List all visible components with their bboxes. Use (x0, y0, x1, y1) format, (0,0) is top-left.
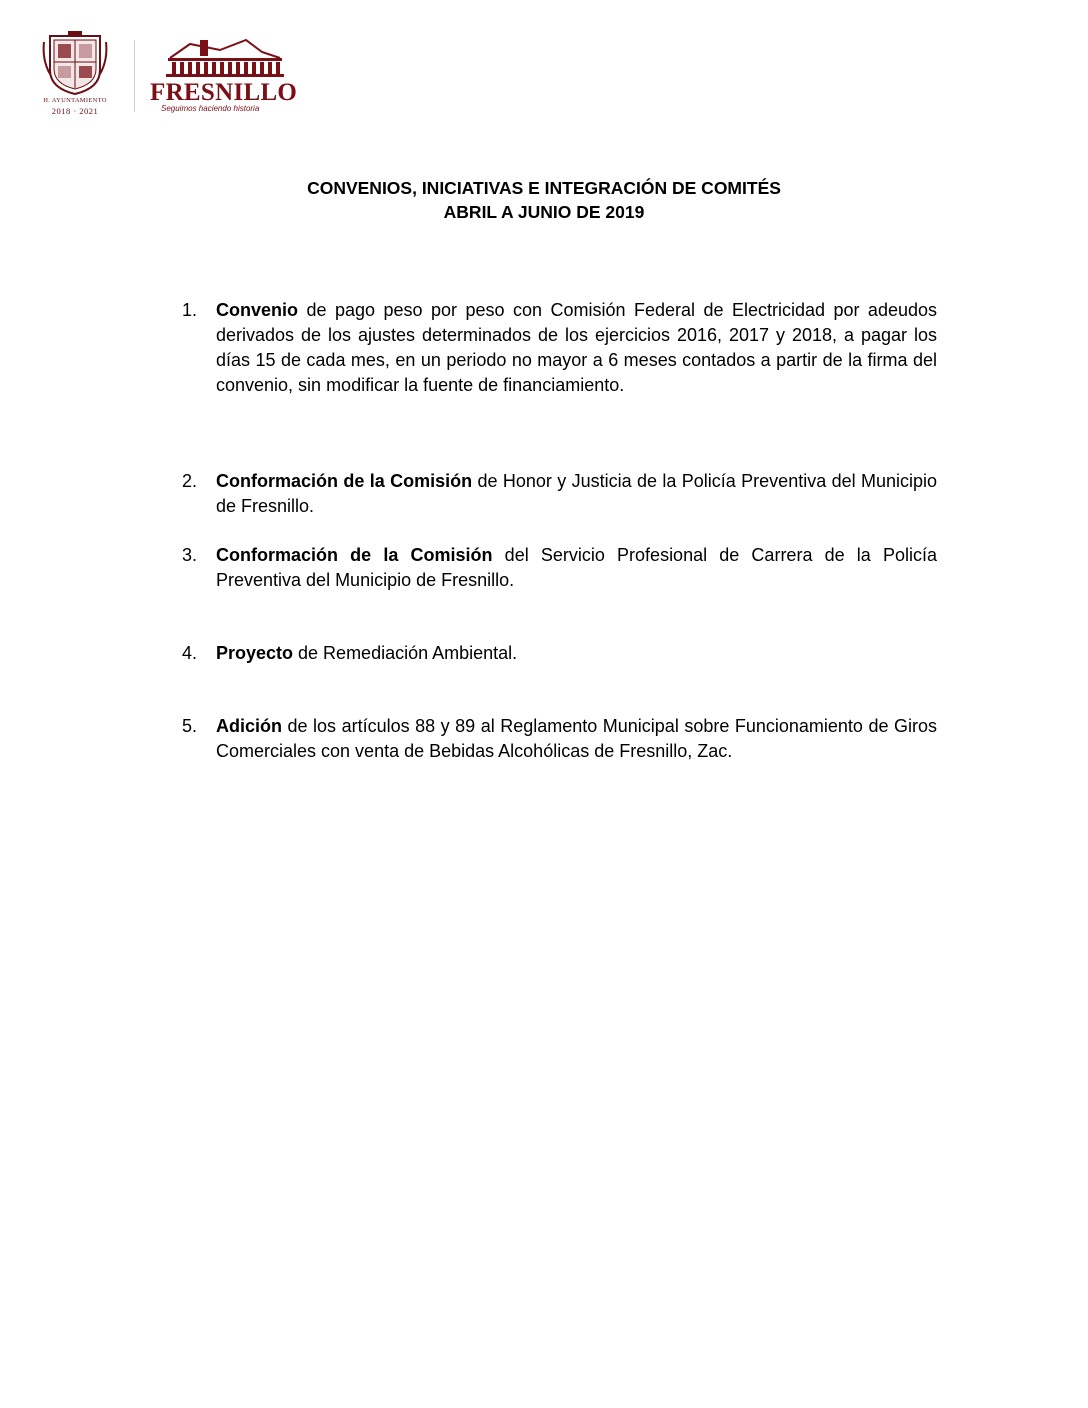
item-number: 3. (182, 545, 198, 565)
item-number: 4. (182, 643, 198, 663)
item-text (216, 469, 937, 519)
list-item (180, 714, 937, 764)
document-subtitle: ABRIL A JUNIO DE 2019 (443, 202, 645, 222)
document-title: CONVENIOS, INICIATIVAS E INTEGRACIÓN DE COMITÉS (307, 178, 781, 198)
list-item (180, 469, 937, 519)
item-keyword: Convenio (216, 300, 299, 320)
item-number: 5. (182, 716, 198, 736)
item-description: de Honor y Justicia de la Policía Preventiva del Municipio de Fresnillo. (216, 471, 937, 516)
item-text (216, 543, 937, 593)
seal-caption: H. AYUNTAMIENTO (43, 97, 107, 104)
item-description: de Remediación Ambiental. (293, 643, 518, 663)
item-keyword: Proyecto (216, 643, 294, 663)
item-text (216, 298, 937, 398)
list-item (180, 641, 937, 666)
seal-years: 2018 · 2021 (51, 106, 99, 116)
item-text (216, 714, 937, 764)
list-item (180, 543, 937, 593)
item-keyword: Conformación de la Comisión (216, 545, 493, 565)
fresnillo-logo (150, 36, 300, 116)
item-keyword: Adición (216, 716, 282, 736)
item-description: de los artículos 88 y 89 al Reglamento Municipal sobre Funcionamiento de Giros Comerciales con venta de Bebidas Alcohólicas de Fresnillo, Zac. (216, 716, 937, 761)
item-number: 2. (182, 471, 198, 491)
header-divider (134, 40, 135, 112)
item-text (216, 641, 937, 666)
brand-name: FRESNILLO (150, 79, 298, 106)
building-skyline-icon (150, 36, 300, 78)
item-number: 1. (182, 300, 198, 320)
coat-of-arms-icon (40, 30, 110, 96)
document-header (40, 30, 340, 120)
list-item (180, 298, 937, 398)
municipal-seal (40, 30, 110, 118)
item-description: del Servicio Profesional de Carrera de la Policía Preventiva del Municipio de Fresnillo. (216, 545, 937, 590)
item-keyword: Conformación de la Comisión (216, 471, 473, 491)
brand-slogan: Seguimos haciendo historia (161, 104, 260, 113)
item-description: de pago peso por peso con Comisión Federal de Electricidad por adeudos derivados de los ajustes determinados de los ejercicios 2016, 2017 y 2018, a pagar los días 15 de cada mes, en un periodo no mayor a 6 meses contados a partir de la firma del convenio, sin modificar la fuente de financiamiento. (216, 300, 937, 395)
